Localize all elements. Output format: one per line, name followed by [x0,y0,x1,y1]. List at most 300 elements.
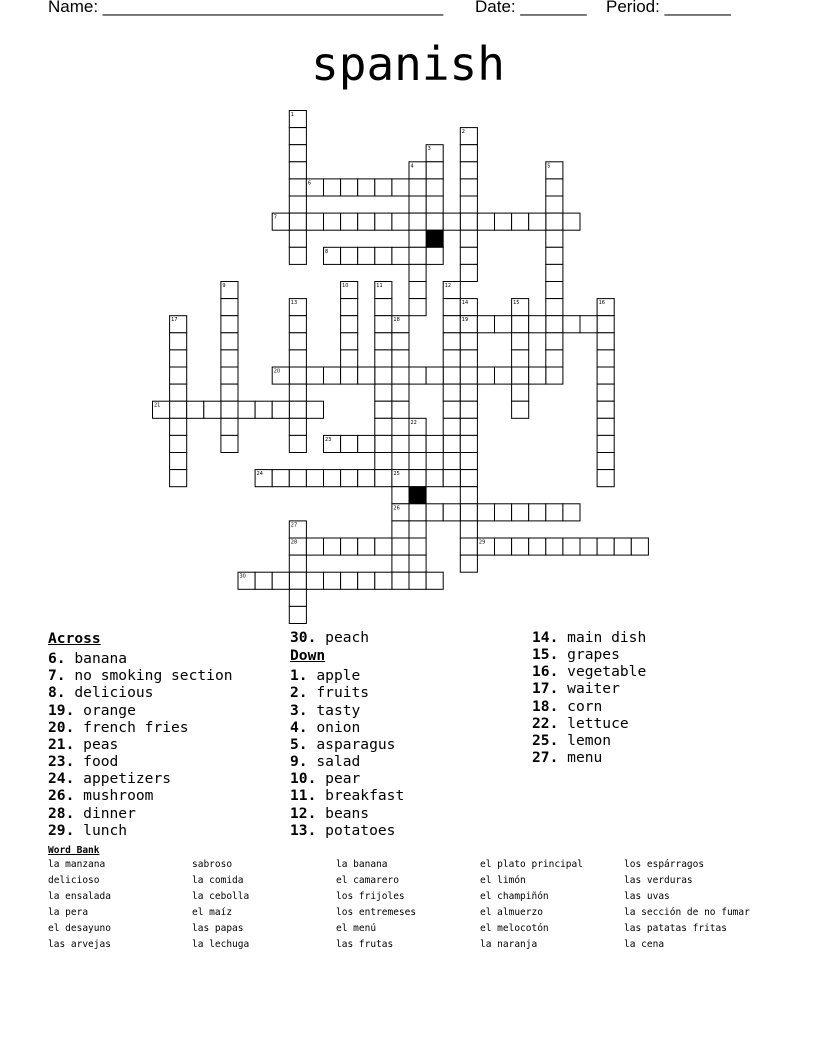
grid-cell[interactable] [495,504,512,521]
grid-cell[interactable] [546,299,563,316]
grid-cell[interactable] [409,367,426,384]
grid-cell[interactable] [580,316,597,333]
grid-cell[interactable] [597,384,614,401]
grid-cell[interactable] [409,435,426,452]
grid-cell[interactable] [546,538,563,555]
grid-cell[interactable] [306,401,323,418]
grid-cell[interactable] [477,367,494,384]
grid-cell[interactable] [512,333,529,350]
grid-cell[interactable] [289,572,306,589]
down-clue: 9. salad [290,753,361,771]
word-bank-item: el camarero [336,875,399,886]
grid-cell[interactable] [443,418,460,435]
grid-cell[interactable] [631,538,648,555]
grid-cell[interactable] [477,504,494,521]
grid-cell[interactable] [426,504,443,521]
grid-cell[interactable] [375,538,392,555]
grid-cell[interactable] [358,367,375,384]
grid-cell[interactable] [392,538,409,555]
grid-cell[interactable] [443,213,460,230]
grid-cell[interactable] [289,230,306,247]
grid-cell[interactable] [358,470,375,487]
clue-column-3 [532,629,646,766]
grid-cell[interactable] [460,247,477,264]
clue-number: 15 [513,300,520,307]
grid-cell[interactable] [546,316,563,333]
grid-cell[interactable] [512,213,529,230]
grid-cell[interactable] [289,589,306,606]
grid-cell[interactable] [324,538,341,555]
down-clue: 10. pear [290,770,361,788]
grid-cell[interactable] [409,453,426,470]
word-bank-item: la naranja [480,939,538,950]
grid-cell[interactable] [409,521,426,538]
grid-cell[interactable] [443,435,460,452]
grid-cell[interactable] [460,213,477,230]
grid-cell[interactable] [306,572,323,589]
grid-cell[interactable] [375,435,392,452]
grid-cell[interactable] [426,213,443,230]
word-bank [48,845,750,950]
grid-cell[interactable] [460,367,477,384]
clue-number: 8 [325,248,329,255]
grid-cell[interactable] [512,504,529,521]
grid-cell[interactable] [409,504,426,521]
grid-cell[interactable] [477,316,494,333]
clue-number: 12 [444,283,452,289]
down-clue: 12. beans [290,804,370,822]
grid-cell[interactable] [546,282,563,299]
down-clue: 5. asparagus [290,735,396,753]
grid-cell[interactable] [409,264,426,281]
grid-cell[interactable] [529,367,546,384]
word-bank-item: la lechuga [192,939,250,950]
grid-cell[interactable] [324,572,341,589]
grid-cell[interactable] [563,213,580,230]
date-field[interactable]: Date: _______ [475,0,587,16]
grid-cell[interactable] [221,401,238,418]
grid-cell[interactable] [358,213,375,230]
grid-cell[interactable] [443,299,460,316]
grid-cell[interactable] [221,350,238,367]
down-clue: 3. tasty [290,701,361,719]
grid-cell[interactable] [512,316,529,333]
grid-cell[interactable] [341,247,358,264]
grid-cell[interactable] [460,145,477,162]
grid-cell[interactable] [306,213,323,230]
grid-cell[interactable] [512,367,529,384]
grid-cell[interactable] [341,538,358,555]
clue-number: 1 [290,112,294,118]
grid-cell[interactable] [289,128,306,145]
grid-cell[interactable] [358,247,375,264]
grid-cell[interactable] [358,572,375,589]
grid-cell[interactable] [512,384,529,401]
grid-cell[interactable] [512,350,529,367]
grid-cell[interactable] [443,504,460,521]
grid-cell[interactable] [597,538,614,555]
grid-cell[interactable] [324,470,341,487]
grid-cell[interactable] [289,179,306,196]
clue-number: 26 [393,505,400,512]
down-clue: 4. onion [290,718,361,736]
word-bank-item: delicioso [48,875,100,886]
grid-cell[interactable] [563,538,580,555]
word-bank-item: los espárragos [624,859,705,870]
grid-cell[interactable] [409,196,426,213]
word-bank-item: el limón [480,875,526,886]
grid-cell[interactable] [460,230,477,247]
grid-cell[interactable] [580,538,597,555]
clue-number: 22 [410,419,417,426]
period-field[interactable]: Period: _______ [606,0,731,16]
grid-cell[interactable] [375,384,392,401]
grid-cell[interactable] [597,435,614,452]
grid-cell[interactable] [289,316,306,333]
grid-cell[interactable] [460,401,477,418]
grid-cell[interactable] [392,367,409,384]
grid-cell[interactable] [495,538,512,555]
down-clue: 18. corn [532,697,603,715]
grid-cell[interactable] [426,196,443,213]
word-bank-item: la manzana [48,859,106,870]
grid-cell[interactable] [597,418,614,435]
word-bank-item: el melocotón [480,923,549,934]
word-bank-item: el desayuno [48,923,111,934]
grid-cell[interactable] [375,453,392,470]
grid-cell[interactable] [255,572,272,589]
grid-cell[interactable] [392,350,409,367]
grid-cell[interactable] [341,367,358,384]
grid-cell[interactable] [306,538,323,555]
grid-cell[interactable] [392,213,409,230]
word-bank-item: el champiñón [480,891,549,902]
grid-cell[interactable] [563,504,580,521]
grid-cell[interactable] [409,282,426,299]
grid-cell[interactable] [614,538,631,555]
grid-cell[interactable] [204,401,221,418]
grid-cell[interactable] [375,179,392,196]
grid-cell[interactable] [460,162,477,179]
grid-cell[interactable] [443,350,460,367]
clue-number: 9 [222,283,226,289]
grid-cell[interactable] [460,264,477,281]
grid-cell[interactable] [392,435,409,452]
grid-cell[interactable] [324,213,341,230]
across-clue: 19. orange [48,701,136,719]
grid-cell[interactable] [460,179,477,196]
clue-number: 23 [325,436,332,443]
grid-cell[interactable] [409,299,426,316]
grid-cell[interactable] [324,367,341,384]
down-clue: 14. main dish [532,629,647,646]
grid-cell[interactable] [341,350,358,367]
across-heading: Across [48,630,101,647]
clue-number: 24 [256,471,263,478]
grid-cell[interactable] [392,572,409,589]
across-clue: 30. peach [290,629,370,646]
clue-number: 19 [461,317,469,324]
grid-cell[interactable] [392,521,409,538]
clue-column-2 [290,629,404,839]
across-clue: 24. appetizers [48,770,172,788]
across-clue: 26. mushroom [48,787,154,805]
grid-cell[interactable] [443,333,460,350]
grid-cell[interactable] [597,367,614,384]
grid-cell[interactable] [460,487,477,504]
grid-cell[interactable] [289,606,306,623]
grid-cell[interactable] [375,418,392,435]
across-clue: 29. lunch [48,821,128,839]
grid-cell[interactable] [221,316,238,333]
grid-cell[interactable] [341,299,358,316]
grid-cell[interactable] [563,316,580,333]
grid-cell[interactable] [341,470,358,487]
grid-cell[interactable] [289,145,306,162]
grid-cell[interactable] [597,316,614,333]
grid-cell[interactable] [597,453,614,470]
grid-cell[interactable] [255,401,272,418]
grid-cell[interactable] [426,247,443,264]
down-clue: 25. lemon [532,731,612,749]
word-bank-item: el almuerzo [480,907,543,918]
grid-cell[interactable] [289,213,306,230]
grid-cell[interactable] [306,367,323,384]
clue-number: 6 [307,180,312,187]
grid-cell[interactable] [443,367,460,384]
word-bank-item: la cebolla [192,891,250,902]
down-clue: 16. vegetable [532,663,647,681]
grid-cell[interactable] [409,470,426,487]
grid-cell[interactable] [289,162,306,179]
grid-cell[interactable] [409,179,426,196]
grid-cell[interactable] [375,316,392,333]
word-bank-item: la pera [48,907,89,918]
word-bank-item: el menú [336,923,377,934]
down-clue: 11. breakfast [290,787,405,805]
grid-cell[interactable] [289,367,306,384]
clue-number: 10 [342,283,349,289]
grid-cell[interactable] [409,213,426,230]
word-bank-item: los frijoles [336,891,405,902]
grid-cell[interactable] [477,213,494,230]
grid-cell[interactable] [495,316,512,333]
down-clue: 27. menu [532,749,603,767]
grid-cell[interactable] [289,247,306,264]
grid-cell[interactable] [289,196,306,213]
grid-cell[interactable] [409,230,426,247]
clue-number: 18 [393,317,400,324]
grid-cell[interactable] [546,179,563,196]
across-clue: 7. no smoking section [48,667,233,685]
word-bank-item: las uvas [624,891,670,902]
across-clue: 21. peas [48,735,119,753]
down-heading: Down [290,647,326,665]
grid-cell[interactable] [546,230,563,247]
grid-cell[interactable] [597,470,614,487]
grid-cell[interactable] [170,384,187,401]
word-bank-item: las patatas fritas [624,923,727,934]
word-bank-item: las verduras [624,875,693,886]
grid-cell[interactable] [221,367,238,384]
grid-cell[interactable] [289,418,306,435]
grid-cell[interactable] [409,572,426,589]
clue-number: 14 [461,300,469,307]
grid-cell[interactable] [460,453,477,470]
grid-cell[interactable] [341,213,358,230]
grid-cell[interactable] [289,470,306,487]
grid-cell[interactable] [375,401,392,418]
clue-number: 13 [290,300,298,307]
grid-cell[interactable] [170,401,187,418]
grid-cell[interactable] [341,572,358,589]
grid-cell[interactable] [460,418,477,435]
clue-number: 3 [427,146,431,153]
grid-cell[interactable] [460,196,477,213]
grid-cell[interactable] [392,179,409,196]
grid-cell[interactable] [170,333,187,350]
grid-cell[interactable] [170,435,187,452]
grid-cell[interactable] [392,333,409,350]
grid-cell[interactable] [375,470,392,487]
grid-cell[interactable] [272,470,289,487]
grid-cell[interactable] [426,367,443,384]
clue-number: 11 [376,283,383,289]
clue-number: 5 [547,163,551,170]
grid-cell[interactable] [409,555,426,572]
word-bank-item: las arvejas [48,939,111,950]
name-field[interactable]: Name: ____________________________________ [48,0,444,16]
grid-cell[interactable] [341,333,358,350]
word-bank-item: las frutas [336,939,394,950]
grid-cell[interactable] [426,470,443,487]
grid-cell[interactable] [170,470,187,487]
clue-number: 2 [461,129,465,136]
clue-number: 7 [273,214,277,221]
grid-cell[interactable] [341,316,358,333]
grid-cell[interactable] [597,350,614,367]
grid-cell[interactable] [170,418,187,435]
grid-cell[interactable] [289,384,306,401]
clue-number: 20 [273,368,281,375]
grid-cell[interactable] [460,555,477,572]
grid-cell[interactable] [597,401,614,418]
clue-number: 29 [478,539,486,546]
grid-cell[interactable] [392,247,409,264]
grid-cell[interactable] [358,179,375,196]
grid-cell[interactable] [358,538,375,555]
grid-cell[interactable] [221,333,238,350]
grid-cell[interactable] [375,572,392,589]
clue-number: 30 [239,573,246,580]
grid-cell[interactable] [546,213,563,230]
grid-cell[interactable] [272,401,289,418]
grid-cell[interactable] [460,384,477,401]
grid-cell[interactable] [443,401,460,418]
grid-cell[interactable] [546,247,563,264]
clue-number: 28 [290,539,298,546]
grid-cell[interactable] [324,179,341,196]
grid-cell[interactable] [460,538,477,555]
grid-cell[interactable] [289,401,306,418]
grid-cell[interactable] [341,179,358,196]
grid-cell[interactable] [460,504,477,521]
grid-cell[interactable] [375,213,392,230]
grid-cell[interactable] [426,435,443,452]
grid-cell[interactable] [409,538,426,555]
grid-cell[interactable] [221,299,238,316]
grid-cell[interactable] [375,247,392,264]
grid-cell[interactable] [375,333,392,350]
grid-cell[interactable] [443,384,460,401]
grid-cell[interactable] [289,435,306,452]
grid-cell[interactable] [221,435,238,452]
grid-cell[interactable] [426,162,443,179]
grid-cell[interactable] [289,555,306,572]
grid-cell[interactable] [187,401,204,418]
grid-cell[interactable] [375,367,392,384]
grid-cell[interactable] [512,401,529,418]
grid-cell[interactable] [495,367,512,384]
grid-cell[interactable] [341,435,358,452]
grid-cell[interactable] [289,350,306,367]
grid-cell[interactable] [392,487,409,504]
grid-cell[interactable] [392,384,409,401]
grid-cell[interactable] [426,572,443,589]
grid-cell[interactable] [375,299,392,316]
grid-cell[interactable] [392,401,409,418]
grid-cell[interactable] [460,350,477,367]
grid-cell[interactable] [460,470,477,487]
grid-cell[interactable] [375,350,392,367]
grid-cell[interactable] [289,333,306,350]
grid-cell[interactable] [460,333,477,350]
grid-cell[interactable] [512,538,529,555]
grid-cell[interactable] [529,316,546,333]
grid-cell[interactable] [460,435,477,452]
clue-number: 4 [410,163,414,170]
grid-cell[interactable] [529,538,546,555]
grid-cell[interactable] [546,367,563,384]
grid-cell[interactable] [546,350,563,367]
grid-cell[interactable] [460,521,477,538]
grid-cell[interactable] [306,470,323,487]
grid-cell[interactable] [443,316,460,333]
grid-cell[interactable] [546,333,563,350]
grid-cell[interactable] [170,453,187,470]
grid-cell[interactable] [170,367,187,384]
grid-cell[interactable] [392,555,409,572]
grid-cell[interactable] [221,384,238,401]
grid-cell[interactable] [221,418,238,435]
grid-cell[interactable] [546,264,563,281]
grid-cell[interactable] [443,453,460,470]
grid-cell[interactable] [546,504,563,521]
grid-cell[interactable] [170,350,187,367]
grid-cell[interactable] [546,196,563,213]
grid-cell[interactable] [409,247,426,264]
grid-cell[interactable] [495,213,512,230]
grid-cell[interactable] [529,504,546,521]
grid-cell[interactable] [426,179,443,196]
grid-cell[interactable] [529,213,546,230]
grid-cell[interactable] [443,470,460,487]
word-bank-item: la cena [624,939,665,950]
grid-cell[interactable] [358,435,375,452]
grid-cell[interactable] [238,401,255,418]
grid-cell[interactable] [597,333,614,350]
grid-cell[interactable] [272,572,289,589]
